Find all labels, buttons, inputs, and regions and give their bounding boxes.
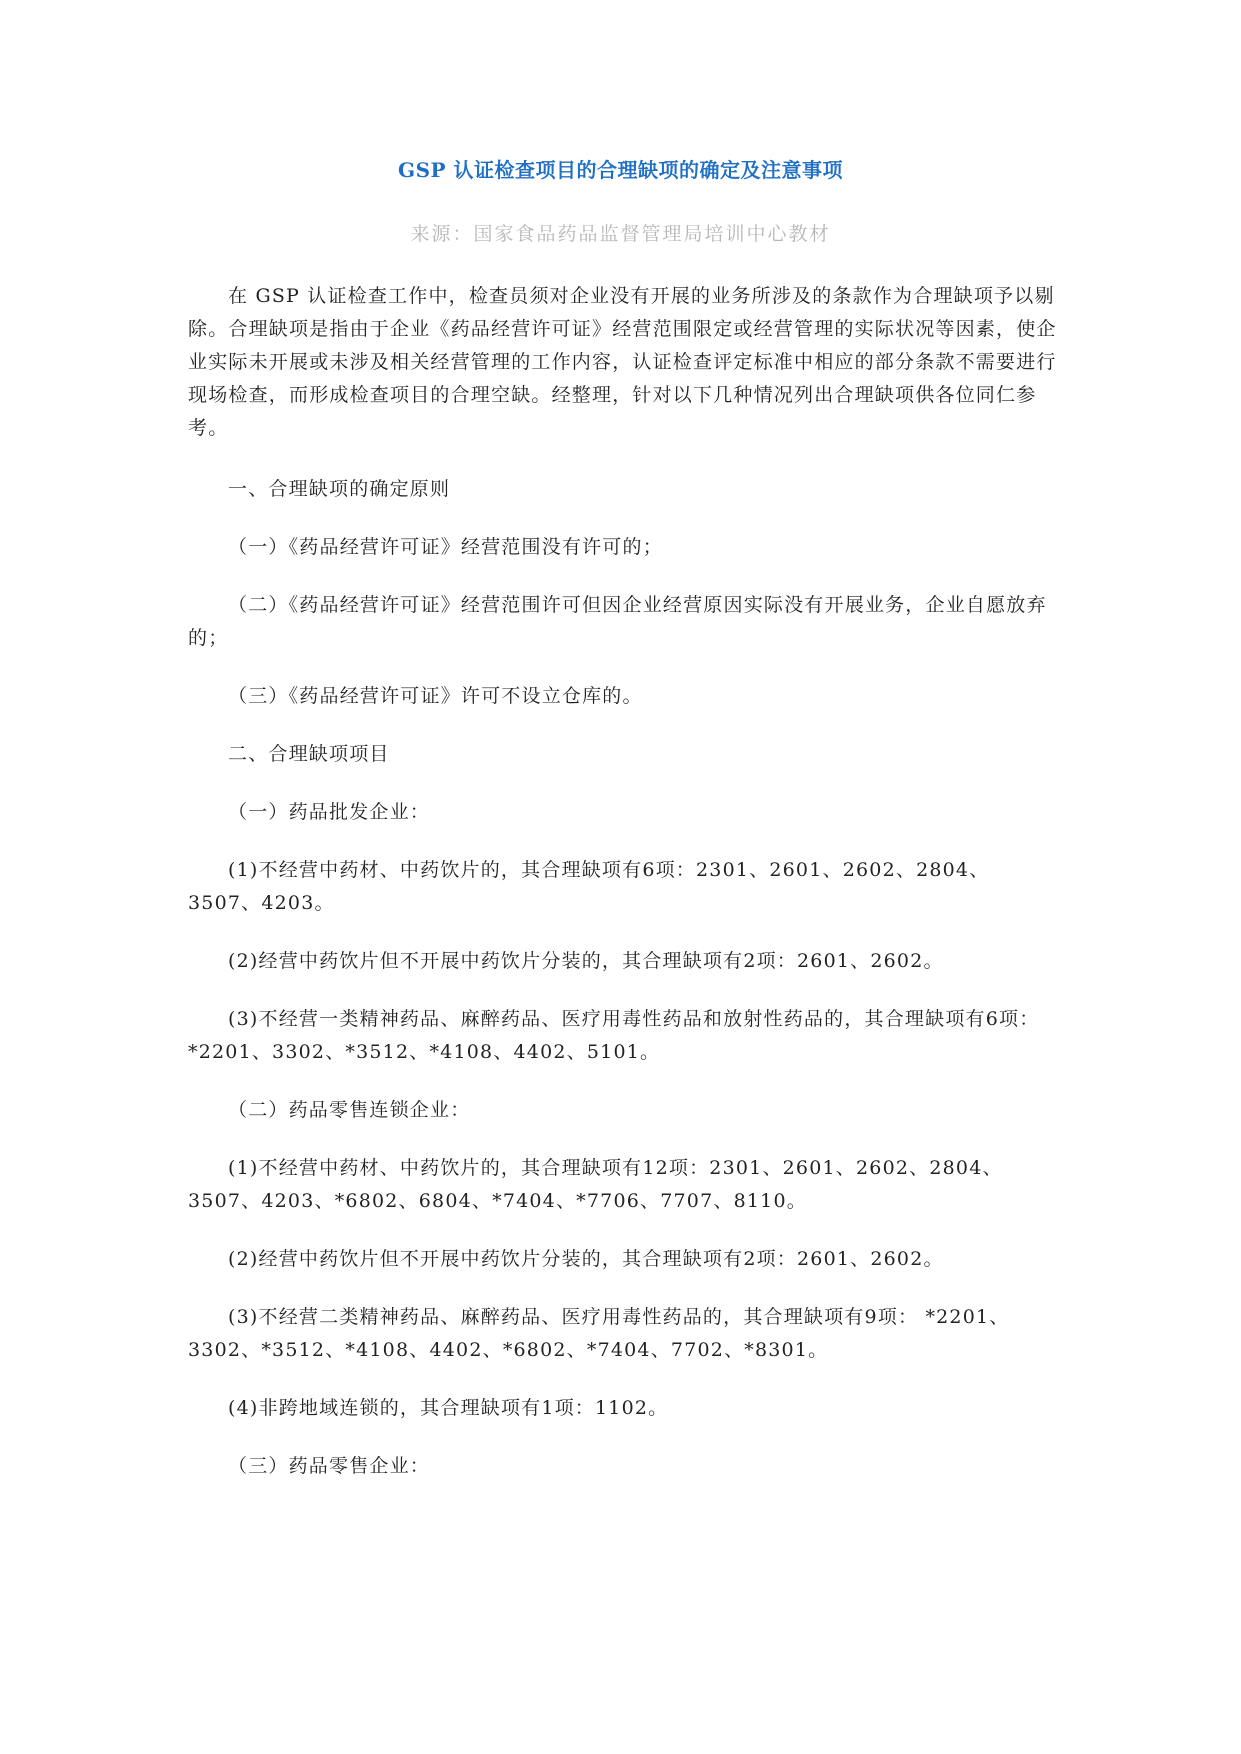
document-source: 来源：国家食品药品监督管理局培训中心教材 <box>410 223 831 245</box>
document-title: GSP 认证检查项目的合理缺项的确定及注意事项 <box>397 158 844 182</box>
chain-item-2: (2)经营中药饮片但不开展中药饮片分装的，其合理缺项有2项：2601、2602。 <box>228 1248 944 1270</box>
wholesale-item-1: (1)不经营中药材、中药饮片的，其合理缺项有6项：2301、2601、2602、2804、3507、4203。 <box>188 859 990 914</box>
principle-2: （二）《药品经营许可证》经营范围许可但因企业经营原因实际没有开展业务，企业自愿放弃的； <box>188 594 1047 649</box>
intro-paragraph: 在 GSP 认证检查工作中，检查员须对企业没有开展的业务所涉及的条款作为合理缺项予以剔除。合理缺项是指由于企业《药品经营许可证》经营范围限定或经营管理的实际状况等因素，使企业实际未开展或未涉及相关经营管理的工作内容，认证检查评定标准中相应的部分条款不需要进行现场检查，而形成检查项目的合理空缺。经整理，针对以下几种情况列出合理缺项供各位同仁参考。 <box>188 285 1057 439</box>
chain-heading: （二）药品零售连锁企业： <box>228 1099 471 1121</box>
wholesale-item-3: (3)不经营一类精神药品、麻醉药品、医疗用毒性药品和放射性药品的，其合理缺项有6项：*2201、3302、*3512、*4108、4402、5101。 <box>188 1008 1040 1063</box>
principle-1: （一）《药品经营许可证》经营范围没有许可的； <box>228 536 663 558</box>
section1-heading: 一、合理缺项的确定原则 <box>228 478 451 500</box>
retail-heading: （三）药品零售企业： <box>228 1455 431 1477</box>
section2-heading: 二、合理缺项项目 <box>228 743 390 765</box>
wholesale-heading: （一）药品批发企业： <box>228 801 431 823</box>
wholesale-item-2: (2)经营中药饮片但不开展中药饮片分装的，其合理缺项有2项：2601、2602。 <box>228 950 944 972</box>
chain-item-1: (1)不经营中药材、中药饮片的，其合理缺项有12项：2301、2601、2602、2804、3507、4203、*6802、6804、*7404、*7706、7707、8110。 <box>188 1157 1003 1212</box>
document-body <box>188 280 1060 1483</box>
chain-item-4: (4)非跨地域连锁的，其合理缺项有1项：1102。 <box>228 1397 669 1419</box>
chain-item-3: (3)不经营二类精神药品、麻醉药品、医疗用毒性药品的，其合理缺项有9项： *2201、3302、*3512、*4108、4402、*6802、*7404、7702、*8301。 <box>188 1306 1010 1361</box>
principle-3: （三）《药品经营许可证》许可不设立仓库的。 <box>228 685 643 707</box>
